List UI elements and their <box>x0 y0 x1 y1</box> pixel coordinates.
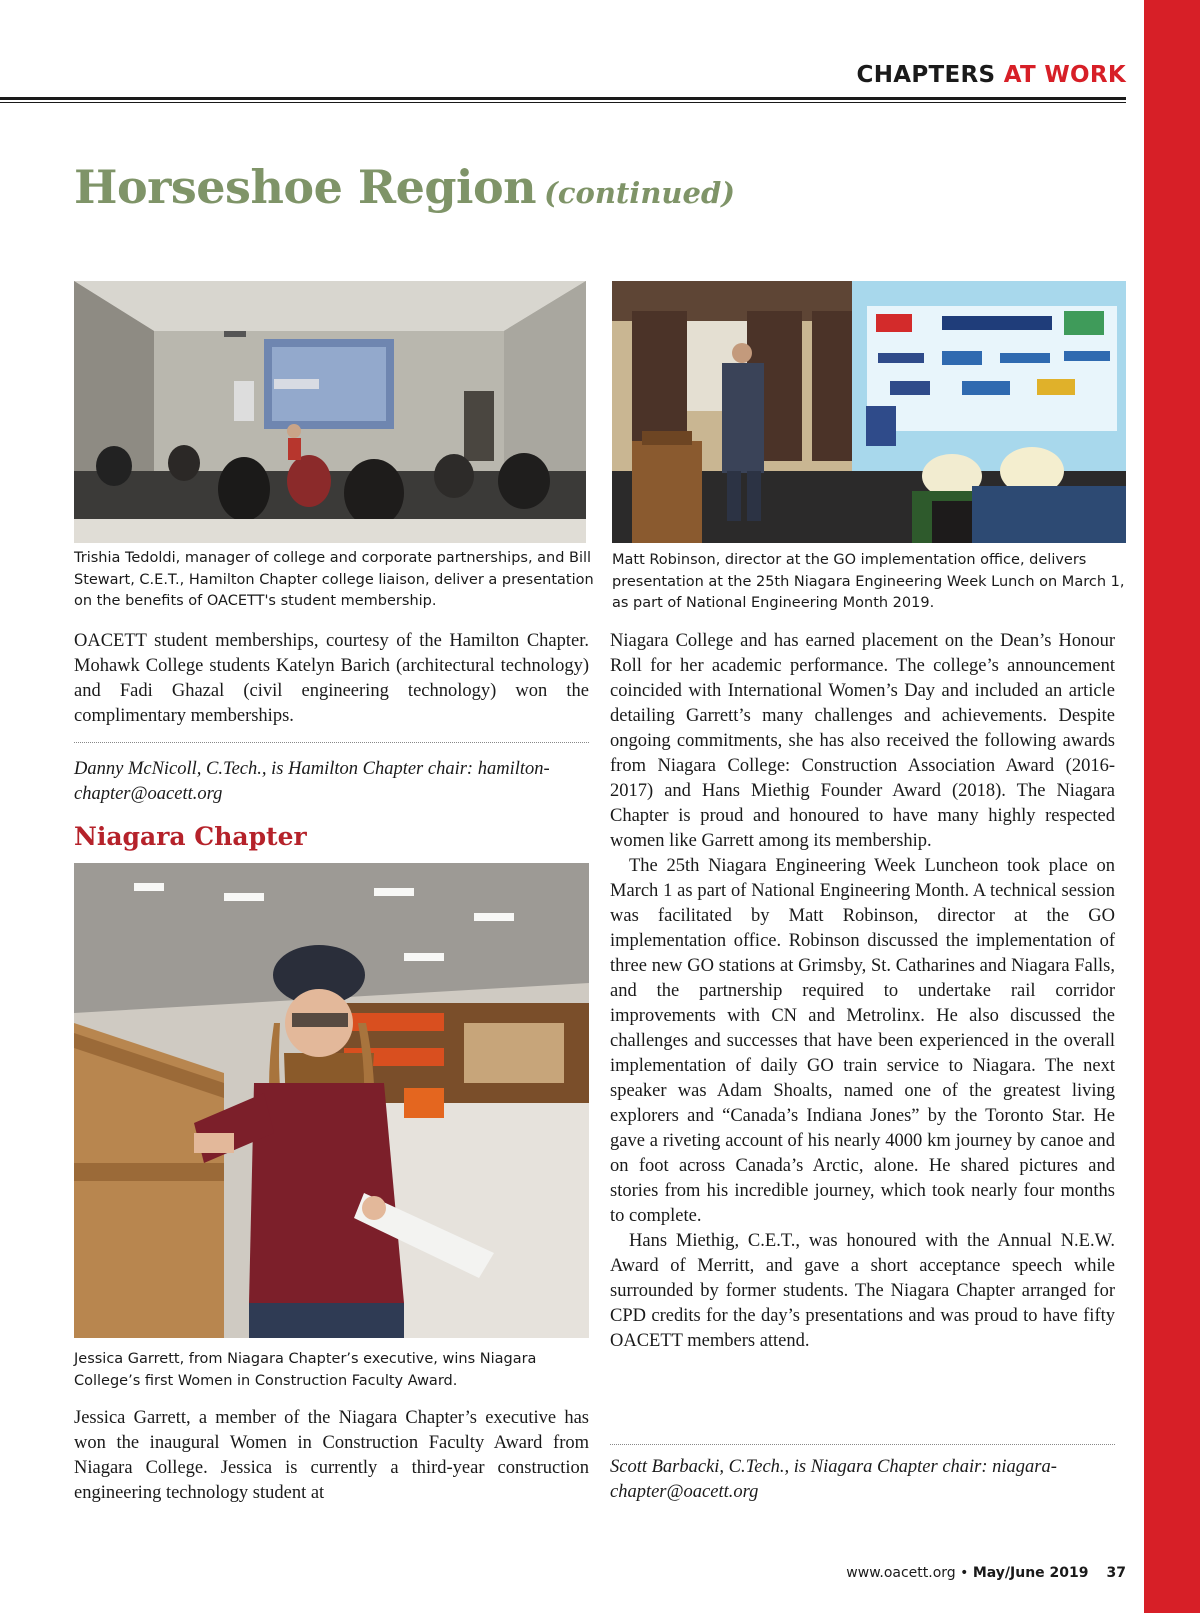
page-footer <box>846 1565 1126 1581</box>
niagara-byline: Scott Barbacki, C.Tech., is Niagara Chapter chair: niagara-chapter@oacett.org <box>610 1457 1057 1502</box>
section-divider-right <box>610 1444 1115 1445</box>
right-paragraph-3: Hans Miethig, C.E.T., was honoured with the Annual N.E.W. Award of Merritt, and gave a short acceptance speech while surrounded by former students. The Niagara Chapter arranged for CPD credits for the day’s presentations and was proud to have fifty OACETT members attend. <box>610 1231 1115 1351</box>
workshop-caption: Jessica Garrett, from Niagara Chapter’s executive, wins Niagara College’s first Women in Construction Faculty Award. <box>74 1351 537 1389</box>
student-in-workshop-photo <box>74 863 589 1338</box>
right-paragraph-2: The 25th Niagara Engineering Week Luncheon took place on March 1 as part of National Engineering Month. A technical session was facilitated by Matt Robinson, director at the GO implementation office. Robinson discussed the implementation of three new GO stations at Grimsby, St. Catharines and Niagara Falls, and the partnership required to undertake rail corridor improvements with CN and Metrolinx. He also discussed the challenges and successes that have been experienced in the overall implementation of daily GO train service to Niagara. The next speaker was Adam Shoalts, named one of the greatest living explorers and “Canada’s Indiana Jones” by the Toronto Star. He gave a riveting account of his nearly 4000 km journey by canoe and on foot across Canada’s Arctic, alone. He shared pictures and stories from his incredible journey, which took nearly four months to complete. <box>610 856 1115 1226</box>
footer-issue: May/June 2019 <box>972 1565 1089 1581</box>
niagara-paragraph-text: Jessica Garrett, a member of the Niagara Chapter’s executive has won the inaugural Women in Construction Faculty Award from Niagara College. Jessica is currently a third-year construction engineering technology student at <box>74 1408 589 1503</box>
section-label <box>857 62 1126 88</box>
section-label-main: CHAPTERS <box>856 62 996 88</box>
niagara-paragraph <box>74 1406 589 1506</box>
niagara-chapter-heading: Niagara Chapter <box>74 822 307 851</box>
footer-separator: • <box>960 1565 969 1581</box>
hamilton-paragraph-text: OACETT student memberships, courtesy of the Hamilton Chapter. Mohawk College students Katelyn Barich (architectural technology) and Fadi Ghazal (civil engineering technology) won the complimentary memberships. <box>74 631 589 726</box>
header-rule <box>0 97 1126 100</box>
speaker-podium-photo <box>612 281 1126 543</box>
page-number: 37 <box>1106 1565 1126 1581</box>
page-title <box>74 160 735 214</box>
page-title-main: Horseshoe Region <box>74 160 537 214</box>
right-column-text <box>610 629 1115 1354</box>
section-label-accent: AT WORK <box>1003 62 1126 88</box>
footer-website: www.oacett.org <box>846 1565 956 1581</box>
header-rule-thin <box>0 102 1126 103</box>
speaker-caption: Matt Robinson, director at the GO implementation office, delivers presentation at the 25th Niagara Engineering Week Lunch on March 1, as part of National Engineering Month 2019. <box>612 552 1125 611</box>
lecture-hall-photo <box>74 281 586 543</box>
lecture-hall-caption: Trishia Tedoldi, manager of college and corporate partnerships, and Bill Stewart, C.E.T., Hamilton Chapter college liaison, deliver a presentation on the benefits of OACETT's student membership. <box>74 550 594 609</box>
hamilton-byline: Danny McNicoll, C.Tech., is Hamilton Chapter chair: hamilton-chapter@oacett.org <box>74 759 550 804</box>
hamilton-paragraph <box>74 629 589 729</box>
edge-color-bar <box>1144 0 1200 1613</box>
page-title-continued: (continued) <box>544 176 735 210</box>
section-divider <box>74 742 589 743</box>
right-paragraph-1: Niagara College and has earned placement on the Dean’s Honour Roll for her academic performance. The college’s announcement coincided with International Women’s Day and included an article detailing Garrett’s many challenges and achievements. Despite ongoing commitments, she has also received the following awards from Niagara College: Construction Association Award (2016-2017) and Hans Miethig Founder Award (2018). The Niagara Chapter is proud and honoured to have many highly respected women like Garrett among its membership. <box>610 631 1115 851</box>
